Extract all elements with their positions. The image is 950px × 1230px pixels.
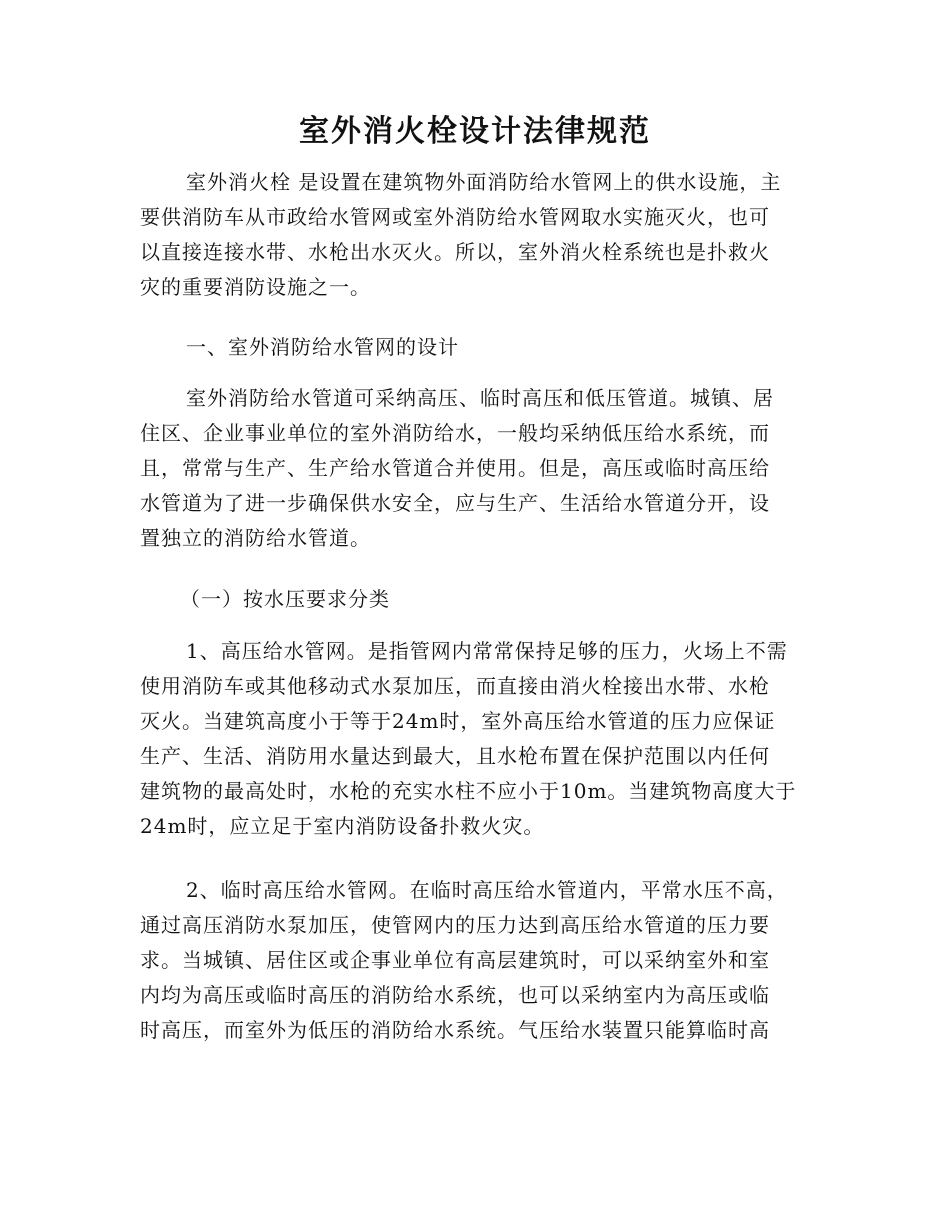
paragraph-line: 室外消火栓 是设置在建筑物外面消防给水管网上的供水设施，主 xyxy=(186,170,782,194)
paragraph-line: 水管道为了进一步确保供水安全，应与生产、生活给水管道分开，设 xyxy=(140,491,770,515)
paragraph-line: 且，常常与生产、生产给水管道合并使用。但是，高压或临时高压给 xyxy=(140,456,770,480)
section-heading-1 xyxy=(140,330,810,365)
paragraph-temporary-high-pressure xyxy=(140,873,810,1048)
paragraph-line: 置独立的消防给水管道。 xyxy=(140,526,371,550)
paragraph-line: 室外消防给水管道可采纳高压、临时高压和低压管道。城镇、居 xyxy=(186,386,774,410)
paragraph-line: 1、高压给水管网。是指管网内常常保持足够的压力，火场上不需 xyxy=(186,639,788,663)
subsection-heading-1 xyxy=(140,582,810,617)
paragraph-line: 通过高压消防水泵加压，使管网内的压力达到高压给水管道的压力要 xyxy=(140,913,770,937)
paragraph-line: 24m时，应立足于室内消防设备扑救火灾。 xyxy=(140,814,545,838)
paragraph-network-types xyxy=(140,381,810,556)
paragraph-line: 住区、企业事业单位的室外消防给水，一般均采纳低压给水系统，而 xyxy=(140,421,770,445)
paragraph-line: 时高压，而室外为低压的消防给水系统。气压给水装置只能算临时高 xyxy=(140,1018,770,1042)
paragraph-line: 内均为高压或临时高压的消防给水系统，也可以采纳室内为高压或临 xyxy=(140,983,770,1007)
paragraph-line: 以直接连接水带、水枪出水灭火。所以，室外消火栓系统也是扑救火 xyxy=(140,240,770,264)
paragraph-line: 灭火。当建筑高度小于等于24m时，室外高压给水管道的压力应保证 xyxy=(140,709,776,733)
paragraph-line: 要供消防车从市政给水管网或室外消防给水管网取水实施灭火，也可 xyxy=(140,205,770,229)
paragraph-high-pressure xyxy=(140,634,810,844)
section-heading-text: 一、室外消防给水管网的设计 xyxy=(186,335,459,359)
subsection-heading-text: （一）按水压要求分类 xyxy=(180,587,390,611)
paragraph-line: 2、临时高压给水管网。在临时高压给水管道内，平常水压不高， xyxy=(186,878,788,902)
paragraph-line: 建筑物的最高处时，水枪的充实水柱不应小于10m。当建筑物高度大于 xyxy=(140,779,797,803)
paragraph-line: 求。当城镇、居住区或企事业单位有高层建筑时，可以采纳室外和室 xyxy=(140,948,770,972)
paragraph-line: 生产、生活、消防用水量达到最大，且水枪布置在保护范围以内任何 xyxy=(140,744,770,768)
paragraph-line: 使用消防车或其他移动式水泵加压，而直接由消火栓接出水带、水枪 xyxy=(140,674,770,698)
paragraph-intro xyxy=(140,165,810,305)
paragraph-line: 灾的重要消防设施之一。 xyxy=(140,275,371,299)
document-title: 室外消火栓设计法律规范 xyxy=(299,114,651,149)
